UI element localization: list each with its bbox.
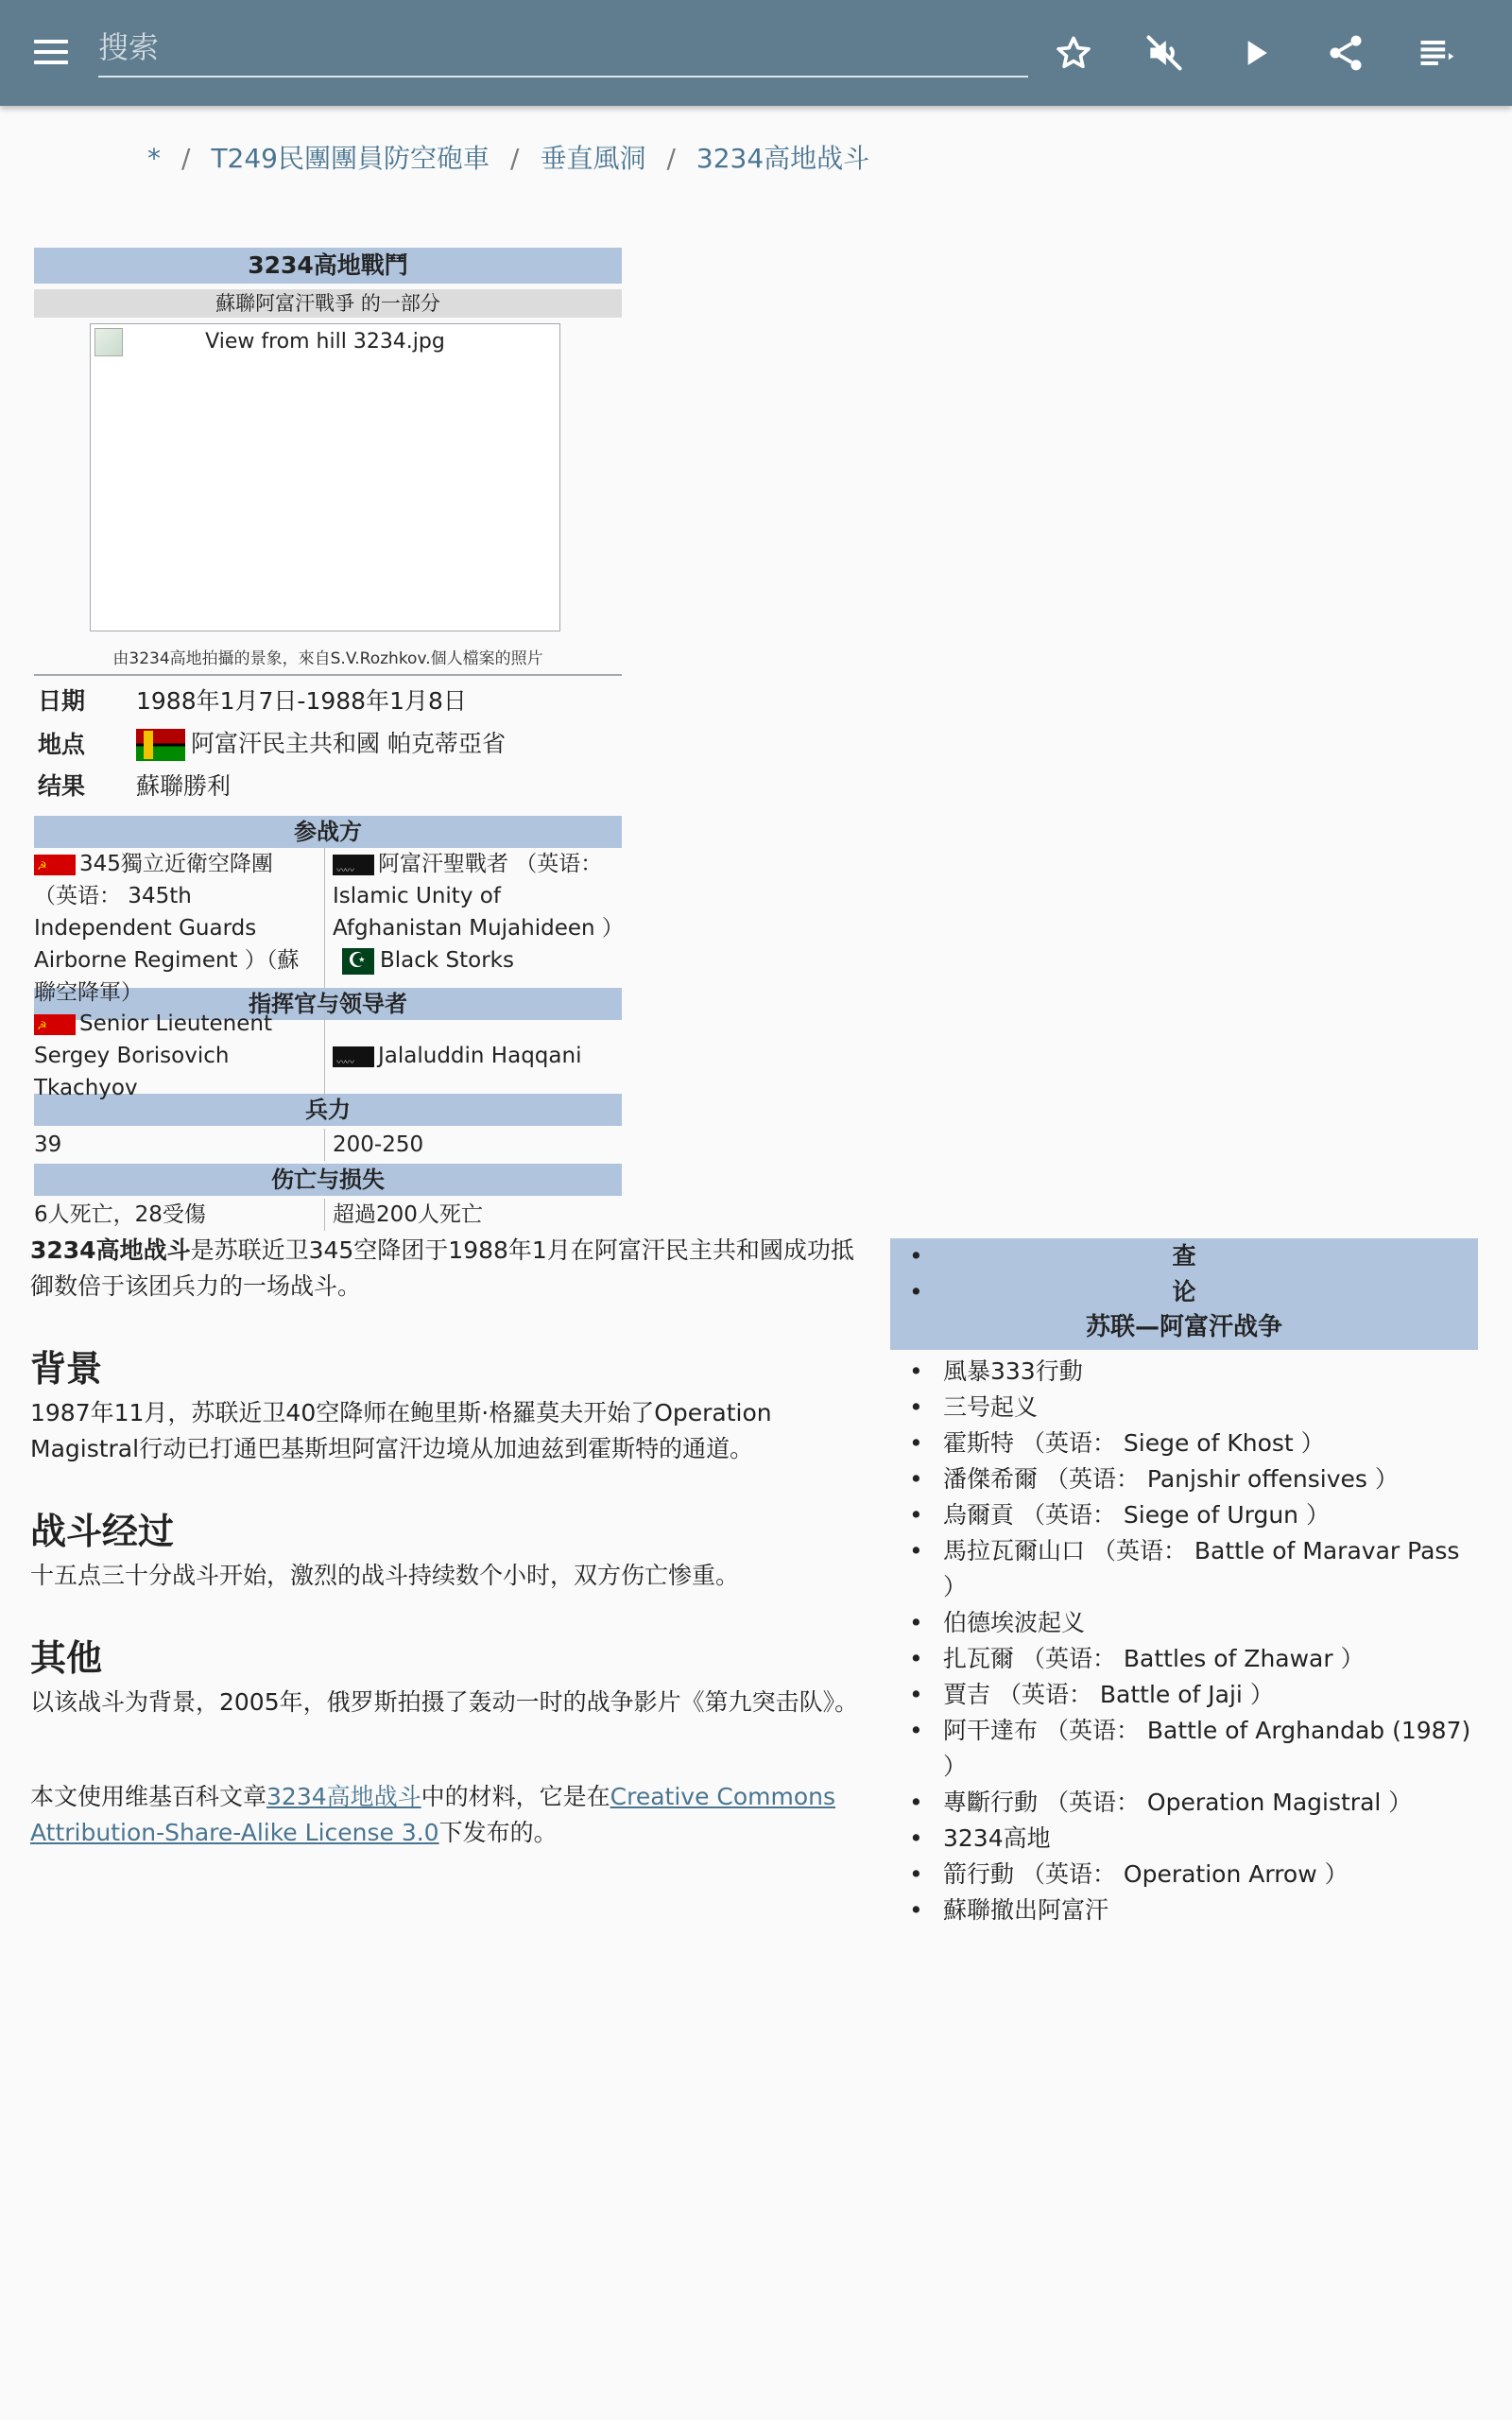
navbox-list <box>890 1354 1478 1928</box>
article-body <box>30 1233 862 1851</box>
section-heading-other: 其他 <box>30 1637 103 1679</box>
navbox-item[interactable]: • 蘇聯撤出阿富汗 <box>890 1893 1478 1928</box>
afghanistan-flag-icon <box>136 729 185 761</box>
casualties-row <box>34 1196 622 1234</box>
commander-soviet: Senior Lieutenent Sergey Borisovich Tkachyov <box>34 1011 272 1100</box>
row-key: 地点 <box>38 731 86 758</box>
belligerent-black-storks[interactable]: Black Storks <box>380 948 514 973</box>
list-icon[interactable] <box>1410 26 1463 79</box>
navbox-item[interactable]: • 三号起义 <box>890 1390 1478 1426</box>
section-text-battle: 十五点三十分战斗开始，激烈的战斗持续数个小时，双方伤亡惨重。 <box>30 1562 740 1589</box>
row-date <box>34 678 622 721</box>
search-input[interactable] <box>98 21 1028 74</box>
navbox-item[interactable]: • 霍斯特 （英语： Siege of Khost ） <box>890 1426 1478 1461</box>
image-alt-text: View from hill 3234.jpg <box>205 330 445 354</box>
infobox <box>34 248 622 1234</box>
source-article-link[interactable]: 3234高地战斗 <box>266 1783 421 1810</box>
strength-header: 兵力 <box>34 1094 622 1126</box>
infobox-subtitle[interactable]: 蘇聯阿富汗戰爭 的一部分 <box>34 289 622 318</box>
navbox-item[interactable]: • 扎瓦爾 （英语： Battles of Zhawar ） <box>890 1641 1478 1677</box>
mujahideen-flag-icon <box>333 855 374 875</box>
infobox-image[interactable] <box>90 323 560 631</box>
search-box[interactable] <box>98 21 1028 78</box>
row-result <box>34 765 622 804</box>
infobox-title: 3234高地戰鬥 <box>34 248 622 284</box>
strength-soviet: 39 <box>34 1129 325 1161</box>
section-heading-battle: 战斗经过 <box>30 1511 175 1552</box>
mujahideen-flag-icon <box>333 1046 374 1067</box>
row-value: 1988年1月7日-1988年1月8日 <box>136 687 467 715</box>
navbox <box>890 1238 1478 1928</box>
play-icon[interactable] <box>1228 26 1281 79</box>
image-caption: 由3234高地拍攝的景象，來自S.V.Rozhkov.個人檔案的照片 <box>112 649 543 668</box>
row-value[interactable]: 阿富汗民主共和國 帕克蒂亞省 <box>191 730 506 757</box>
belligerent-mujahideen[interactable]: 阿富汗聖戰者 （英语： Islamic Unity of Afghanistan Mujahideen ） <box>333 852 624 941</box>
app-bar <box>0 0 1512 106</box>
mute-icon[interactable] <box>1138 26 1191 79</box>
navbox-header <box>890 1238 1478 1350</box>
row-key: 结果 <box>38 772 86 800</box>
share-icon[interactable] <box>1319 26 1372 79</box>
menu-icon[interactable] <box>30 34 76 72</box>
navbox-item: • 3234高地 <box>890 1821 1478 1857</box>
star-icon[interactable] <box>1047 26 1100 79</box>
casualties-mujahideen: 超過200人死亡 <box>333 1202 483 1227</box>
navbox-item[interactable]: • 烏爾貢 （英语： Siege of Urgun ） <box>890 1497 1478 1533</box>
soviet-flag-icon <box>34 1014 76 1035</box>
license-link[interactable]: Creative Commons Attribution-Share-Alike License 3.0 <box>30 1783 836 1846</box>
breadcrumb-root[interactable]: * <box>147 143 161 174</box>
lede-bold: 3234高地战斗 <box>30 1236 191 1264</box>
lede-text: 是苏联近卫345空降团于1988年1月在阿富汗民主共和國成功抵御数倍于该团兵力的一场战斗。 <box>30 1236 854 1300</box>
pakistan-flag-icon <box>342 948 374 975</box>
navbox-item[interactable]: • 伯德埃波起义 <box>890 1605 1478 1641</box>
navbox-item[interactable]: • 潘傑希爾 （英语： Panjshir offensives ） <box>890 1461 1478 1497</box>
commanders-row <box>34 1011 622 1100</box>
section-text-other: 以该战斗为背景，2005年，俄罗斯拍摄了轰动一时的战争影片《第九突击队》。 <box>30 1688 859 1716</box>
navbox-title[interactable]: 苏联—阿富汗战争 <box>1085 1313 1282 1341</box>
belligerents-header: 参战方 <box>34 816 622 848</box>
navbox-item[interactable]: • 賈吉 （英语： Battle of Jaji ） <box>890 1677 1478 1713</box>
breadcrumb: * / T249民團團員防空砲車 / 垂直風洞 / 3234高地战斗 <box>147 143 870 174</box>
navbox-item[interactable]: • 阿干達布 （英语： Battle of Arghandab (1987) ） <box>890 1713 1478 1785</box>
breadcrumb-item-3[interactable]: 3234高地战斗 <box>696 143 870 174</box>
license-notice: 本文使用维基百科文章3234高地战斗中的材料，它是在Creative Commons Attribution-Share-Alike License 3.0下发布的。 <box>30 1783 836 1846</box>
casualties-soviet: 6人死亡，28受傷 <box>34 1199 325 1231</box>
section-text-background: 1987年11月，苏联近卫40空降师在鲍里斯·格羅莫夫开始了Operation Magistral行动已打通巴基斯坦阿富汗边境从加迪兹到霍斯特的通道。 <box>30 1399 772 1462</box>
breadcrumb-item-1[interactable]: T249民團團員防空砲車 <box>211 143 490 174</box>
soviet-flag-icon <box>34 855 76 875</box>
commander-mujahideen[interactable]: Jalaluddin Haqqani <box>378 1044 582 1068</box>
row-location <box>34 721 622 765</box>
lede-paragraph <box>30 1233 862 1305</box>
navbox-item[interactable]: • 馬拉瓦爾山口 （英语： Battle of Maravar Pass ） <box>890 1533 1478 1605</box>
navbox-item[interactable]: • 箭行動 （英语： Operation Arrow ） <box>890 1857 1478 1893</box>
navbox-item[interactable]: • 風暴333行動 <box>890 1354 1478 1390</box>
belligerent-soviet[interactable]: 345獨立近衛空降團 （英语： 345th Independent Guards Airborne Regiment ）（蘇聯空降軍） <box>34 852 300 1005</box>
breadcrumb-item-2[interactable]: 垂直風洞 <box>540 143 646 174</box>
navbox-talk-link[interactable]: • 论 <box>890 1274 1478 1310</box>
casualties-header: 伤亡与损失 <box>34 1164 622 1196</box>
row-key: 日期 <box>38 687 86 715</box>
row-value: 蘇聯勝利 <box>136 772 232 800</box>
strength-row <box>34 1126 622 1164</box>
section-heading-background: 背景 <box>30 1348 103 1390</box>
navbox-view-link[interactable]: • 查 <box>890 1238 1478 1274</box>
commanders-header: 指挥官与领导者 <box>34 988 622 1020</box>
strength-mujahideen: 200-250 <box>333 1132 424 1157</box>
navbox-item[interactable]: • 專斷行動 （英语： Operation Magistral ） <box>890 1785 1478 1821</box>
